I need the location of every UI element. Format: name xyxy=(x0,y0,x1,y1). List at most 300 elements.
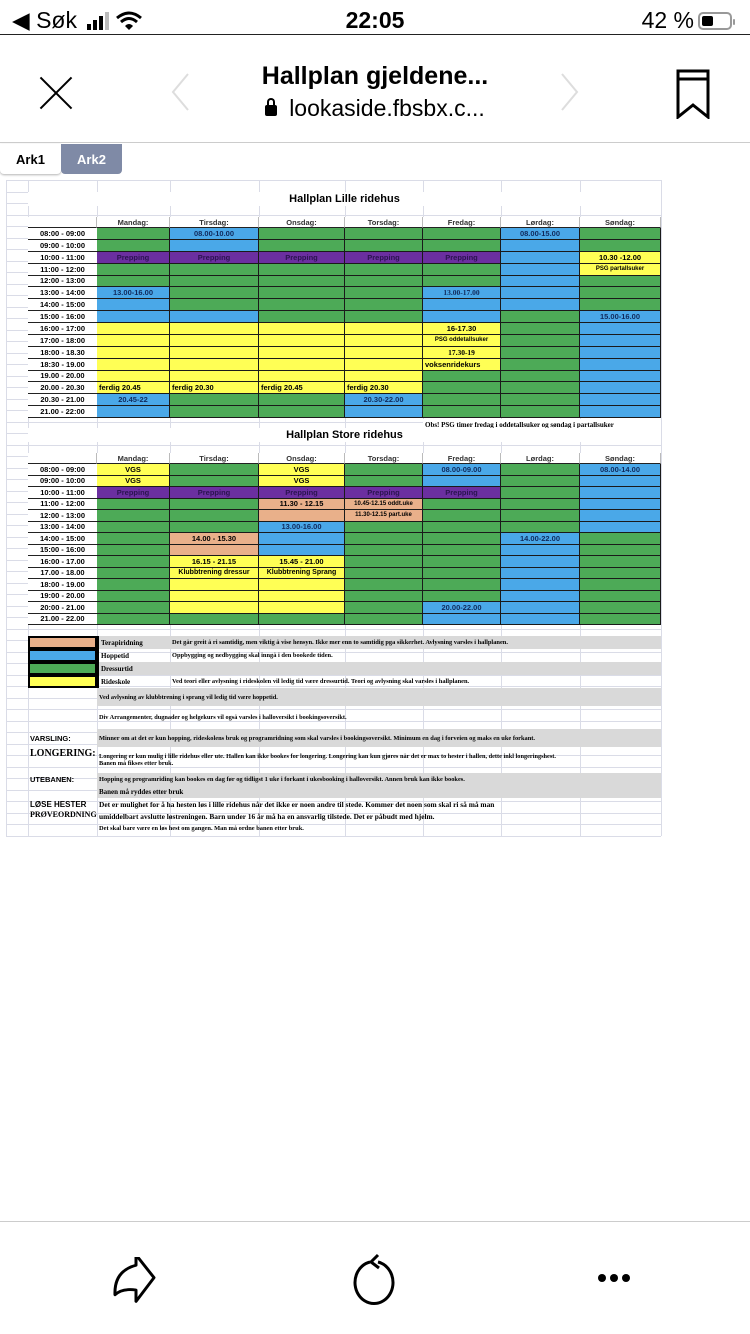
schedule-cell[interactable] xyxy=(501,382,580,394)
schedule-cell[interactable] xyxy=(501,487,580,499)
schedule-cell[interactable] xyxy=(97,347,170,359)
schedule-cell[interactable] xyxy=(580,335,661,347)
note-text: Hopping og programriding kan bookes en dag før og tidligst 1 uke i forkant i ukesbooking i halloversikt. Annen bruk kan ikke bookes. xyxy=(97,773,661,786)
schedule-cell[interactable] xyxy=(345,464,423,476)
day-header-1: Mandag: xyxy=(97,217,170,228)
day-header-2: Tirsdag: xyxy=(170,217,259,228)
schedule-cell[interactable] xyxy=(580,614,661,626)
schedule-cell[interactable] xyxy=(345,359,423,371)
note-line: Banen må fikses etter bruk. xyxy=(99,760,174,767)
day-header-4: Torsdag: xyxy=(345,217,423,228)
schedule-cell[interactable] xyxy=(345,347,423,359)
schedule-cell[interactable] xyxy=(345,476,423,488)
schedule-cell[interactable] xyxy=(423,371,501,383)
time-slot: 12:00 - 13:00 xyxy=(28,276,97,288)
schedule-cell[interactable] xyxy=(97,240,170,252)
legend-swatch-terapiridning xyxy=(28,636,97,649)
schedule-cell[interactable] xyxy=(170,406,259,418)
schedule-cell[interactable]: Prepping xyxy=(170,487,259,499)
schedule-cell[interactable] xyxy=(423,510,501,522)
schedule-cell[interactable] xyxy=(259,228,345,240)
schedule-cell[interactable] xyxy=(501,579,580,591)
schedule-cell[interactable] xyxy=(423,545,501,557)
time-slot: 21.00 - 22.00 xyxy=(28,614,97,626)
clock: 22:05 xyxy=(0,7,750,35)
schedule-cell[interactable] xyxy=(170,359,259,371)
schedule-cell[interactable] xyxy=(501,276,580,288)
schedule-cell[interactable]: Prepping xyxy=(170,252,259,264)
schedule-cell[interactable] xyxy=(259,371,345,383)
schedule-cell[interactable] xyxy=(580,323,661,335)
schedule-cell[interactable] xyxy=(259,406,345,418)
legend-text xyxy=(170,662,661,675)
schedule-cell[interactable] xyxy=(259,276,345,288)
schedule-cell[interactable] xyxy=(259,394,345,406)
schedule-cell[interactable] xyxy=(345,545,423,557)
schedule-cell[interactable] xyxy=(501,464,580,476)
schedule-cell[interactable] xyxy=(423,406,501,418)
schedule-cell[interactable] xyxy=(423,382,501,394)
note-text: Div Arrangementer, dugnader og helgekurs vil også varsles i halloversikt i bookingsoversikt. xyxy=(99,714,347,721)
gridline-row xyxy=(6,836,661,837)
time-slot: 11:00 - 12:00 xyxy=(28,499,97,511)
time-slot: 18:30 - 19.00 xyxy=(28,359,97,371)
page-title: Hallplan gjeldene... xyxy=(261,62,489,90)
schedule-cell[interactable] xyxy=(501,359,580,371)
schedule-cell[interactable] xyxy=(580,591,661,603)
schedule-cell[interactable]: PSG partallsuker xyxy=(580,264,661,276)
schedule-cell[interactable] xyxy=(170,299,259,311)
schedule-cell[interactable] xyxy=(580,347,661,359)
schedule-cell[interactable] xyxy=(97,264,170,276)
schedule-cell[interactable] xyxy=(97,556,170,568)
share-icon[interactable] xyxy=(110,1257,162,1307)
schedule-cell[interactable]: VGS xyxy=(259,464,345,476)
schedule-cell[interactable] xyxy=(97,406,170,418)
note-label: LONGERING: xyxy=(30,748,96,759)
schedule-cell[interactable] xyxy=(580,510,661,522)
schedule-cell[interactable] xyxy=(423,522,501,534)
reload-icon[interactable] xyxy=(352,1252,398,1306)
schedule-cell[interactable] xyxy=(580,240,661,252)
schedule-cell[interactable] xyxy=(580,476,661,488)
day-header-7: Søndag: xyxy=(580,453,661,464)
schedule-cell[interactable] xyxy=(345,311,423,323)
time-slot: 16:00 - 17.00 xyxy=(28,556,97,568)
browser-navbar xyxy=(0,42,750,143)
status-right xyxy=(642,7,732,34)
schedule-cell[interactable] xyxy=(170,371,259,383)
schedule-cell[interactable] xyxy=(170,476,259,488)
schedule-cell[interactable]: Prepping xyxy=(423,487,501,499)
schedule-cell[interactable]: 20.45-22 xyxy=(97,394,170,406)
schedule-cell[interactable] xyxy=(345,579,423,591)
schedule-cell[interactable] xyxy=(345,602,423,614)
schedule-cell[interactable] xyxy=(345,264,423,276)
schedule-cell[interactable] xyxy=(345,556,423,568)
schedule-cell[interactable] xyxy=(259,602,345,614)
note-label: UTEBANEN: xyxy=(30,775,75,784)
schedule-cell[interactable] xyxy=(423,311,501,323)
schedule-cell[interactable] xyxy=(423,499,501,511)
gridline-row xyxy=(6,215,661,216)
schedule-cell[interactable]: 16.15 - 21.15 xyxy=(170,556,259,568)
time-header-cell xyxy=(28,217,97,228)
schedule-cell[interactable] xyxy=(501,287,580,299)
schedule-cell[interactable] xyxy=(259,614,345,626)
schedule-cell[interactable] xyxy=(580,487,661,499)
schedule-cell[interactable] xyxy=(345,240,423,252)
store-title: Hallplan Store ridehus xyxy=(28,428,661,442)
schedule-cell[interactable] xyxy=(170,579,259,591)
time-slot: 15:00 - 16:00 xyxy=(28,545,97,557)
schedule-cell[interactable]: ferdig 20.30 xyxy=(345,382,423,394)
schedule-cell[interactable] xyxy=(423,533,501,545)
schedule-cell[interactable] xyxy=(170,591,259,603)
schedule-cell[interactable]: 13.00-16.00 xyxy=(97,287,170,299)
time-slot: 09:00 - 10:00 xyxy=(28,240,97,252)
schedule-cell[interactable] xyxy=(501,264,580,276)
schedule-cell[interactable] xyxy=(580,406,661,418)
schedule-cell[interactable] xyxy=(501,406,580,418)
time-slot: 13:00 - 14:00 xyxy=(28,522,97,534)
schedule-cell[interactable] xyxy=(97,533,170,545)
time-slot: 17:00 - 18:00 xyxy=(28,335,97,347)
schedule-cell[interactable] xyxy=(259,240,345,252)
schedule-cell[interactable] xyxy=(97,499,170,511)
time-slot: 20:00 - 21.00 xyxy=(28,602,97,614)
time-slot: 13:00 - 14:00 xyxy=(28,287,97,299)
schedule-cell[interactable] xyxy=(501,476,580,488)
schedule-cell[interactable] xyxy=(580,299,661,311)
schedule-cell[interactable]: 11.30-12.15 part.uke xyxy=(345,510,423,522)
time-slot: 09:00 - 10:00 xyxy=(28,476,97,488)
schedule-cell[interactable]: Prepping xyxy=(345,487,423,499)
schedule-cell[interactable] xyxy=(259,359,345,371)
schedule-cell[interactable] xyxy=(259,323,345,335)
schedule-cell[interactable] xyxy=(501,522,580,534)
schedule-cell[interactable]: Prepping xyxy=(97,487,170,499)
time-slot: 18:00 - 19.00 xyxy=(28,579,97,591)
bookmark-icon[interactable] xyxy=(676,69,710,119)
schedule-cell[interactable] xyxy=(97,335,170,347)
time-header-cell xyxy=(28,453,97,464)
schedule-cell[interactable] xyxy=(170,311,259,323)
schedule-cell[interactable] xyxy=(170,394,259,406)
schedule-cell[interactable] xyxy=(580,276,661,288)
schedule-cell[interactable] xyxy=(170,335,259,347)
schedule-cell[interactable] xyxy=(580,533,661,545)
time-slot: 20.30 - 21.00 xyxy=(28,394,97,406)
time-slot: 14:00 - 15:00 xyxy=(28,533,97,545)
legend-swatch-rideskole xyxy=(28,675,97,688)
schedule-cell[interactable] xyxy=(170,240,259,252)
time-slot: 10:00 - 11:00 xyxy=(28,487,97,499)
schedule-cell[interactable] xyxy=(580,287,661,299)
note-text: Minner om at det er kun hopping, rideskolens bruk og programridning som skal varsles i bookingsoversikt. Minimum en dag i forveien og maks en uke forkant. xyxy=(97,729,661,747)
day-header-6: Lørdag: xyxy=(501,453,580,464)
schedule-cell[interactable] xyxy=(97,276,170,288)
schedule-cell[interactable] xyxy=(580,359,661,371)
schedule-cell[interactable] xyxy=(501,545,580,557)
schedule-cell[interactable]: voksenridekurs xyxy=(423,359,501,371)
schedule-cell[interactable] xyxy=(97,545,170,557)
schedule-cell[interactable]: VGS xyxy=(259,476,345,488)
schedule-cell[interactable] xyxy=(97,614,170,626)
schedule-cell[interactable] xyxy=(501,311,580,323)
schedule-cell[interactable] xyxy=(97,228,170,240)
schedule-cell[interactable]: Prepping xyxy=(259,252,345,264)
schedule-cell[interactable] xyxy=(580,579,661,591)
schedule-cell[interactable] xyxy=(345,287,423,299)
schedule-cell[interactable] xyxy=(580,602,661,614)
schedule-cell[interactable] xyxy=(170,464,259,476)
url-text: lookaside.fbsbx.c... xyxy=(289,95,485,121)
schedule-cell[interactable] xyxy=(501,568,580,580)
schedule-cell[interactable]: Prepping xyxy=(423,252,501,264)
schedule-cell[interactable] xyxy=(97,602,170,614)
schedule-cell[interactable] xyxy=(97,591,170,603)
schedule-cell[interactable] xyxy=(170,602,259,614)
note-text: Det skal bare være en løs hest om gangen. Man må ordne banen etter bruk. xyxy=(99,824,304,832)
schedule-cell[interactable] xyxy=(170,323,259,335)
time-slot: 10:00 - 11:00 xyxy=(28,252,97,264)
note-label: LØSE HESTER xyxy=(30,799,87,809)
day-header-7: Søndag: xyxy=(580,217,661,228)
schedule-cell[interactable] xyxy=(580,382,661,394)
schedule-cell[interactable] xyxy=(580,371,661,383)
back-to-app-label[interactable]: ◀ Søk xyxy=(12,7,77,33)
schedule-cell[interactable] xyxy=(580,568,661,580)
legend-text: Ved teori eller avlysning i rideskolen vil ledig tid være dressurtid. Teori og avlysning skal varsles i hallplanen. xyxy=(172,678,470,685)
schedule-cell[interactable] xyxy=(259,591,345,603)
schedule-cell[interactable]: 11.30 - 12.15 xyxy=(259,499,345,511)
schedule-cell[interactable] xyxy=(423,299,501,311)
schedule-cell[interactable] xyxy=(345,533,423,545)
schedule-cell[interactable]: 08.00-15.00 xyxy=(501,228,580,240)
schedule-cell[interactable] xyxy=(423,556,501,568)
schedule-cell[interactable] xyxy=(423,228,501,240)
schedule-cell[interactable] xyxy=(97,323,170,335)
day-header-4: Torsdag: xyxy=(345,453,423,464)
schedule-cell[interactable]: 08.00-09.00 xyxy=(423,464,501,476)
note-text: Ved avlysning av klubbtrening i sprang vil ledig tid være hoppetid. xyxy=(97,688,661,706)
schedule-cell[interactable] xyxy=(423,264,501,276)
time-slot: 11:00 - 12:00 xyxy=(28,264,97,276)
note-text xyxy=(97,748,661,772)
schedule-cell[interactable]: 10.30 -12.00 xyxy=(580,252,661,264)
more-icon[interactable] xyxy=(596,1272,632,1284)
schedule-cell[interactable] xyxy=(345,371,423,383)
schedule-cell[interactable] xyxy=(501,394,580,406)
schedule-cell[interactable] xyxy=(97,522,170,534)
schedule-cell[interactable] xyxy=(170,347,259,359)
legend-text: Det går greit å ri samtidig, men viktig å vise hensyn. Ikke mer enn to samtidig pga sikkerhet. Avlysning varsles i hallplanen. xyxy=(170,636,661,649)
schedule-cell[interactable]: 10.45-12.15 oddt.uke xyxy=(345,499,423,511)
schedule-cell[interactable] xyxy=(345,276,423,288)
schedule-cell[interactable] xyxy=(259,533,345,545)
schedule-cell[interactable]: 14.00 - 15.30 xyxy=(170,533,259,545)
schedule-cell[interactable] xyxy=(501,499,580,511)
schedule-cell[interactable] xyxy=(501,510,580,522)
time-slot: 12:00 - 13:00 xyxy=(28,510,97,522)
tab-ark2[interactable]: Ark2 xyxy=(61,144,122,174)
schedule-cell[interactable] xyxy=(170,287,259,299)
schedule-cell[interactable] xyxy=(97,311,170,323)
gridline-row xyxy=(6,629,661,630)
note-label: VARSLING: xyxy=(30,733,71,743)
schedule-cell[interactable] xyxy=(170,499,259,511)
legend-swatch-dressurtid xyxy=(28,662,97,675)
schedule-cell[interactable]: 08.00-14.00 xyxy=(580,464,661,476)
time-slot: 17.00 - 18.00 xyxy=(28,568,97,580)
schedule-cell[interactable] xyxy=(170,510,259,522)
schedule-cell[interactable] xyxy=(345,568,423,580)
schedule-cell[interactable] xyxy=(423,591,501,603)
lock-icon xyxy=(265,105,277,116)
time-slot: 15:00 - 16:00 xyxy=(28,311,97,323)
schedule-cell[interactable] xyxy=(423,614,501,626)
schedule-cell[interactable]: Prepping xyxy=(97,252,170,264)
schedule-cell[interactable] xyxy=(345,299,423,311)
schedule-cell[interactable]: 17.30-19 xyxy=(423,347,501,359)
schedule-cell[interactable] xyxy=(259,311,345,323)
schedule-cell[interactable] xyxy=(345,591,423,603)
schedule-cell[interactable] xyxy=(501,371,580,383)
gridline-col xyxy=(6,180,7,836)
schedule-cell[interactable] xyxy=(580,545,661,557)
schedule-cell[interactable] xyxy=(423,394,501,406)
schedule-cell[interactable] xyxy=(97,568,170,580)
schedule-cell[interactable] xyxy=(423,476,501,488)
schedule-cell[interactable] xyxy=(259,579,345,591)
schedule-cell[interactable] xyxy=(259,287,345,299)
schedule-cell[interactable]: Prepping xyxy=(345,252,423,264)
battery-percent: 42 % xyxy=(641,7,694,33)
schedule-cell[interactable]: 13.00-17.00 xyxy=(423,287,501,299)
schedule-cell[interactable]: 20.00-22.00 xyxy=(423,602,501,614)
day-header-3: Onsdag: xyxy=(259,217,345,228)
schedule-cell[interactable] xyxy=(580,228,661,240)
schedule-cell[interactable] xyxy=(259,347,345,359)
url-display[interactable] xyxy=(0,95,750,122)
schedule-cell[interactable] xyxy=(345,323,423,335)
schedule-cell[interactable] xyxy=(580,394,661,406)
schedule-cell[interactable]: 14.00-22.00 xyxy=(501,533,580,545)
schedule-cell[interactable] xyxy=(345,406,423,418)
schedule-cell[interactable] xyxy=(580,499,661,511)
day-header-5: Fredag: xyxy=(423,217,501,228)
schedule-cell[interactable] xyxy=(423,568,501,580)
schedule-cell[interactable]: ferdig 20.30 xyxy=(170,382,259,394)
schedule-cell[interactable] xyxy=(501,252,580,264)
schedule-cell[interactable] xyxy=(97,579,170,591)
schedule-cell[interactable]: 13.00-16.00 xyxy=(259,522,345,534)
schedule-cell[interactable]: 08.00-10.00 xyxy=(170,228,259,240)
schedule-cell[interactable] xyxy=(580,522,661,534)
note-text: umiddelbart avslutte løstreningen. Barn under 16 år må ha en ansvarlig tilstede. Det er påbudt med hjelm. xyxy=(99,811,435,821)
schedule-cell[interactable] xyxy=(501,556,580,568)
schedule-cell[interactable] xyxy=(345,522,423,534)
schedule-cell[interactable] xyxy=(97,371,170,383)
schedule-cell[interactable] xyxy=(501,240,580,252)
legend-label: Dressurtid xyxy=(97,662,170,675)
schedule-cell[interactable]: 15.45 - 21.00 xyxy=(259,556,345,568)
time-slot: 16:00 - 17:00 xyxy=(28,323,97,335)
time-slot: 21.00 - 22:00 xyxy=(28,406,97,418)
lille-note: Obs! PSG timer fredag i oddetallsuker og søndag i partallsuker xyxy=(423,419,661,430)
schedule-cell[interactable] xyxy=(170,276,259,288)
time-slot: 19:00 - 20.00 xyxy=(28,591,97,603)
schedule-cell[interactable] xyxy=(97,359,170,371)
schedule-cell[interactable] xyxy=(345,335,423,347)
schedule-cell[interactable] xyxy=(97,510,170,522)
schedule-cell[interactable] xyxy=(259,335,345,347)
schedule-cell[interactable] xyxy=(259,299,345,311)
schedule-cell[interactable]: ferdig 20.45 xyxy=(97,382,170,394)
schedule-cell[interactable] xyxy=(170,545,259,557)
note-text: Banen må ryddes etter bruk xyxy=(97,786,661,798)
schedule-cell[interactable]: 15.00-16.00 xyxy=(580,311,661,323)
schedule-cell[interactable] xyxy=(170,614,259,626)
schedule-cell[interactable]: VGS xyxy=(97,476,170,488)
schedule-cell[interactable] xyxy=(580,556,661,568)
legend-swatch-hoppetid xyxy=(28,649,97,662)
schedule-cell[interactable] xyxy=(501,614,580,626)
tab-ark1[interactable]: Ark1 xyxy=(0,144,61,174)
legend-label: Rideskole xyxy=(97,675,170,688)
schedule-cell[interactable] xyxy=(423,579,501,591)
schedule-cell[interactable]: Klubbtrening Sprang xyxy=(259,568,345,580)
schedule-cell[interactable] xyxy=(501,602,580,614)
time-slot: 18:00 - 18.30 xyxy=(28,347,97,359)
day-header-1: Mandag: xyxy=(97,453,170,464)
schedule-cell[interactable] xyxy=(97,299,170,311)
battery-icon xyxy=(698,12,732,30)
schedule-cell[interactable]: Prepping xyxy=(259,487,345,499)
schedule-cell[interactable] xyxy=(501,347,580,359)
chevron-right-icon[interactable] xyxy=(560,72,580,112)
schedule-cell[interactable] xyxy=(501,299,580,311)
sheet-tabs xyxy=(0,144,122,174)
lille-title: Hallplan Lille ridehus xyxy=(28,192,661,206)
schedule-cell[interactable] xyxy=(259,545,345,557)
schedule-cell[interactable]: 16-17.30 xyxy=(423,323,501,335)
schedule-cell[interactable] xyxy=(423,240,501,252)
status-bar xyxy=(0,0,750,42)
note-label: PRØVEORDNING xyxy=(30,810,97,819)
schedule-cell[interactable]: ferdig 20.45 xyxy=(259,382,345,394)
legend-text: Oppbygging og nedbygging skal inngå i den bookede tiden. xyxy=(172,652,333,659)
schedule-cell[interactable]: Klubbtrening dressur xyxy=(170,568,259,580)
schedule-cell[interactable] xyxy=(259,264,345,276)
schedule-cell[interactable] xyxy=(345,614,423,626)
schedule-cell[interactable] xyxy=(423,276,501,288)
schedule-cell[interactable] xyxy=(170,264,259,276)
schedule-cell[interactable] xyxy=(501,335,580,347)
schedule-cell[interactable] xyxy=(501,323,580,335)
schedule-cell[interactable]: VGS xyxy=(97,464,170,476)
note-text: Det er mulighet for å ha hesten løs i lille ridehus når det ikke er noen andre til stede. Kommer det noen som skal ri så må man xyxy=(99,799,495,809)
schedule-cell[interactable]: 20.30-22.00 xyxy=(345,394,423,406)
schedule-cell[interactable]: PSG oddetallsuker xyxy=(423,335,501,347)
spreadsheet xyxy=(6,180,662,836)
schedule-cell[interactable] xyxy=(259,510,345,522)
day-header-6: Lørdag: xyxy=(501,217,580,228)
schedule-cell[interactable] xyxy=(170,522,259,534)
schedule-cell[interactable] xyxy=(345,228,423,240)
schedule-cell[interactable] xyxy=(501,591,580,603)
